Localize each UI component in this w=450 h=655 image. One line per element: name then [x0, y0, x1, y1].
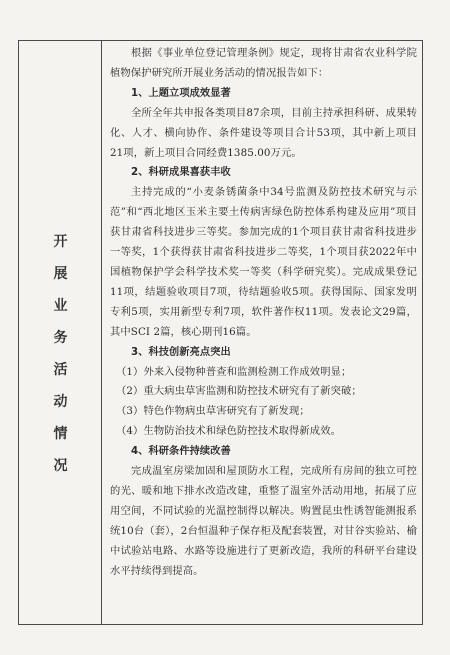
label-char: 业 [53, 298, 68, 314]
section-heading: 3、科技创新亮点突出 [131, 346, 231, 358]
label-char: 务 [53, 330, 68, 346]
label-char: 况 [53, 458, 68, 474]
body-paragraph: 完成温室房梁加固和屋顶防水工程，完成所有房间的独立可控的光、暖和地下排水改造改建，重整了温室外活动用地，拓展了应用空间，不同试验的光温控制得以解决。购置昆虫性诱智能测报系统10台（套），2台恒温种子保存柜及配套装置，对甘谷实验站、榆中试验站电路、水路等设施进行了更新改造，我所的科研平台建设水平持续得到提高。 [110, 465, 417, 577]
body-paragraph: 主持完成的“小麦条锈菌条中34号监测及防控技术研究与示范”和“西北地区玉米主要土传病害绿色防控体系构建及应用”项目获甘肃省科技进步三等奖。参加完成的1个项目获甘肃省科技进步一等奖，1个获得获甘肃省科技进步二等奖，1个项目获2022年中国植物保护学会科学技术奖一等奖（科学研究奖）。完成成果登记11项，结题验收项目7项，待结题验收5项。获得国际、国家发明专利5项，实用新型专利7项，软件著作权11项。发表论文29篇，其中SCI 2篇，核心期刊16篇。 [110, 186, 417, 338]
list-item: （2）重大病虫草害监测和防控技术研究有了新突破； [116, 385, 362, 398]
list-item: （4）生物防治技术和绿色防控技术取得新成效。 [116, 425, 341, 438]
list-item: （3）特色作物病虫草害研究有了新发现； [116, 405, 310, 418]
section-label-column [19, 41, 102, 624]
label-char: 活 [53, 362, 68, 378]
label-char: 开 [53, 234, 68, 250]
label-char: 展 [53, 266, 68, 282]
label-char: 情 [53, 426, 68, 442]
section-heading: 1、上题立项成效显著 [131, 87, 231, 99]
intro-paragraph: 根据《事业单位登记管理条例》规定，现将甘肃省农业科学院植物保护研究所开展业务活动的情况报告如下： [110, 47, 417, 79]
list-item: （1）外来入侵物种普查和监测检测工作成效明显； [116, 365, 352, 378]
section-heading: 4、科研条件持续改善 [131, 446, 231, 458]
form-table [18, 40, 423, 625]
report-content [110, 44, 417, 581]
body-paragraph: 全所全年共申报各类项目87余项，目前主持承担科研、成果转化、人才、横向协作、条件建设等项目合计53项，其中新上项目21项，新上项目合同经费1385.00万元。 [110, 106, 417, 159]
section-heading: 2、科研成果喜获丰收 [131, 167, 231, 179]
label-char: 动 [53, 394, 68, 410]
